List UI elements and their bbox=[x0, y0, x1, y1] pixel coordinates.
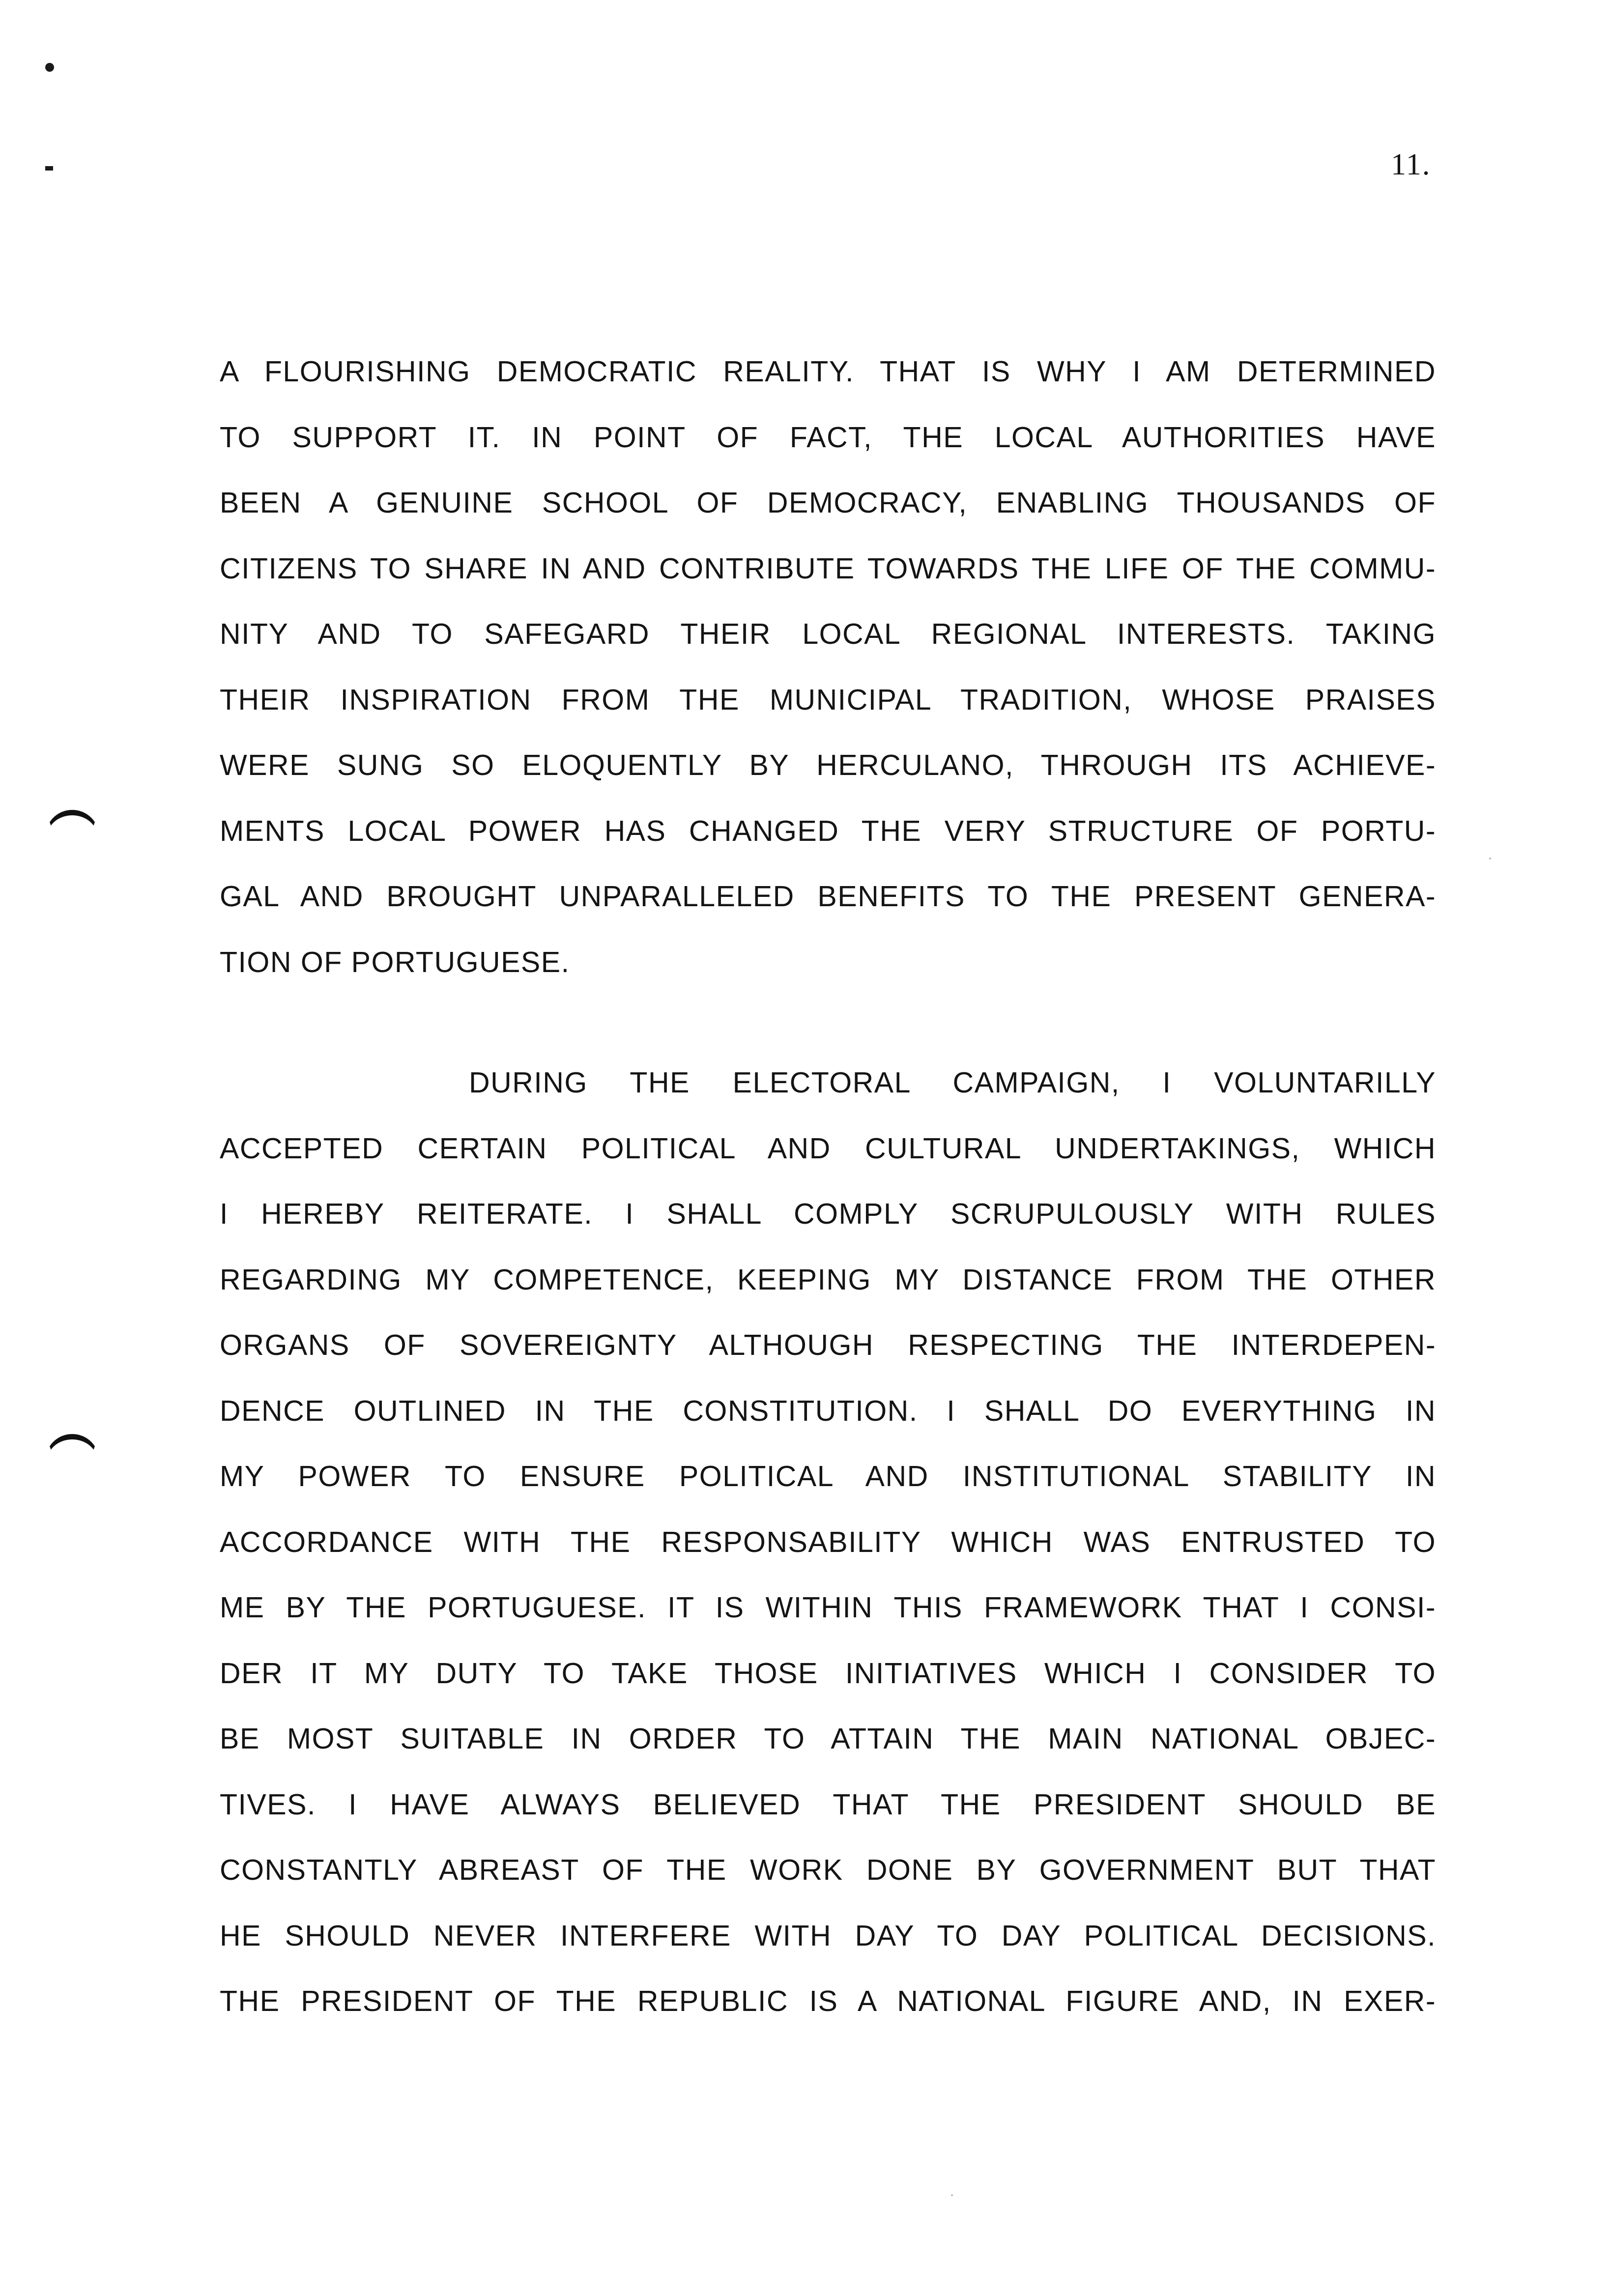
text-line: NITY AND TO SAFEGARD THEIR LOCAL REGIONAL INTERESTS. TAKING bbox=[220, 618, 1436, 650]
text-line: BE MOST SUITABLE IN ORDER TO ATTAIN THE MAIN NATIONAL OBJEC- bbox=[220, 1722, 1436, 1755]
text-line: ORGANS OF SOVEREIGNTY ALTHOUGH RESPECTING THE INTERDEPEN- bbox=[220, 1329, 1436, 1361]
text-line: MY POWER TO ENSURE POLITICAL AND INSTITUTIONAL STABILITY IN bbox=[220, 1460, 1436, 1492]
binder-hole-mark-bottom bbox=[45, 1434, 99, 1488]
scan-dash-mark bbox=[45, 166, 53, 171]
text-line: CONSTANTLY ABREAST OF THE WORK DONE BY GOVERNMENT BUT THAT bbox=[220, 1854, 1436, 1886]
text-line: BEEN A GENUINE SCHOOL OF DEMOCRACY, ENABLING THOUSANDS OF bbox=[220, 487, 1436, 519]
text-line: ACCORDANCE WITH THE RESPONSABILITY WHICH WAS ENTRUSTED TO bbox=[220, 1525, 1436, 1558]
text-line: DENCE OUTLINED IN THE CONSTITUTION. I SHALL DO EVERYTHING IN bbox=[220, 1394, 1436, 1427]
text-line: TO SUPPORT IT. IN POINT OF FACT, THE LOCAL AUTHORITIES HAVE bbox=[220, 421, 1436, 454]
text-line: HE SHOULD NEVER INTERFERE WITH DAY TO DAY POLITICAL DECISIONS. bbox=[220, 1919, 1436, 1952]
text-line: TIVES. I HAVE ALWAYS BELIEVED THAT THE PRESIDENT SHOULD BE bbox=[220, 1788, 1436, 1821]
text-line: REGARDING MY COMPETENCE, KEEPING MY DISTANCE FROM THE OTHER bbox=[220, 1263, 1436, 1296]
text-line: TION OF PORTUGUESE. bbox=[220, 946, 570, 978]
scan-speck bbox=[1489, 858, 1491, 860]
text-line: GAL AND BROUGHT UNPARALLELED BENEFITS TO THE PRESENT GENERA- bbox=[220, 880, 1436, 913]
paragraph-2 bbox=[220, 1050, 1436, 2035]
scan-dot-mark bbox=[45, 63, 54, 72]
scan-speck bbox=[951, 2194, 953, 2196]
text-line: THE PRESIDENT OF THE REPUBLIC IS A NATIONAL FIGURE AND, IN EXER- bbox=[220, 1985, 1436, 2017]
page-number: 11. bbox=[1391, 148, 1431, 181]
paragraph-1 bbox=[220, 339, 1436, 995]
text-line: DER IT MY DUTY TO TAKE THOSE INITIATIVES WHICH I CONSIDER TO bbox=[220, 1657, 1436, 1690]
text-line: CITIZENS TO SHARE IN AND CONTRIBUTE TOWARDS THE LIFE OF THE COMMU- bbox=[220, 552, 1436, 585]
text-line: A FLOURISHING DEMOCRATIC REALITY. THAT IS WHY I AM DETERMINED bbox=[220, 355, 1436, 388]
text-line: ACCEPTED CERTAIN POLITICAL AND CULTURAL UNDERTAKINGS, WHICH bbox=[220, 1132, 1436, 1165]
text-line: WERE SUNG SO ELOQUENTLY BY HERCULANO, THROUGH ITS ACHIEVE- bbox=[220, 749, 1436, 781]
text-line: THEIR INSPIRATION FROM THE MUNICIPAL TRADITION, WHOSE PRAISES bbox=[220, 683, 1436, 716]
text-line: I HEREBY REITERATE. I SHALL COMPLY SCRUPULOUSLY WITH RULES bbox=[220, 1198, 1436, 1230]
text-line: ME BY THE PORTUGUESE. IT IS WITHIN THIS FRAMEWORK THAT I CONSI- bbox=[220, 1591, 1436, 1624]
text-line: MENTS LOCAL POWER HAS CHANGED THE VERY STRUCTURE OF PORTU- bbox=[220, 814, 1436, 847]
binder-hole-mark-top bbox=[45, 810, 99, 864]
text-line: DURING THE ELECTORAL CAMPAIGN, I VOLUNTARILLY bbox=[469, 1066, 1436, 1099]
